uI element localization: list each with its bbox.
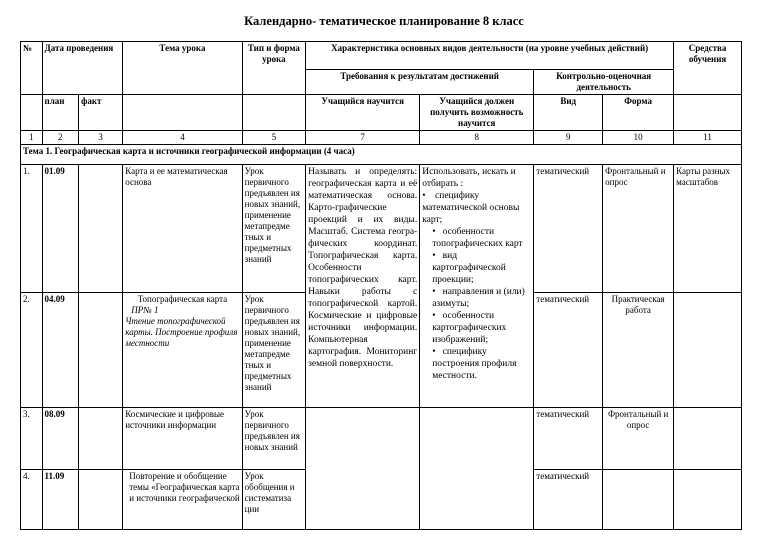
table-row <box>21 408 742 470</box>
row-date-plan: 04.09 <box>42 293 79 408</box>
practical-work-label: ПР№ 1 <box>131 305 159 315</box>
col-number: 1 <box>21 131 43 145</box>
row-means <box>674 293 742 408</box>
header-date-group: Дата проведения <box>42 42 123 95</box>
header-topic: Тема урока <box>123 42 242 95</box>
theme-title: Тема 1. Географическая карта и источники географической информации (4 часа) <box>21 145 742 165</box>
header-means: Средства обучения <box>674 42 742 95</box>
row-num: 2. <box>21 293 43 408</box>
header-requirements: Требования к результатам достижений <box>306 70 534 95</box>
header-should: Учащийся должен получить возможность научится <box>420 95 534 131</box>
table-row <box>21 165 742 293</box>
col-number: 9 <box>534 131 603 145</box>
col-number: 10 <box>603 131 674 145</box>
should-cell <box>420 165 534 408</box>
row-type: Урок обобщения и систематиза ции <box>242 470 305 530</box>
header-plan: план <box>42 95 79 131</box>
row-form: Практическая работа <box>603 293 674 408</box>
header-num: № <box>21 42 43 95</box>
should-intro: Использовать, искать и отбирать : <box>422 167 516 189</box>
row-topic-cell <box>123 293 242 408</box>
row-means <box>674 408 742 470</box>
row-means <box>674 470 742 530</box>
row-num: 1. <box>21 165 43 293</box>
row-kind: тематический <box>534 408 603 470</box>
row-date-fact <box>79 470 123 530</box>
header-activity-group: Характеристика основных видов деятельности (на уровне учебных действий) <box>306 42 674 70</box>
row-kind: тематический <box>534 165 603 293</box>
row-date-fact <box>79 408 123 470</box>
col-number: 4 <box>123 131 242 145</box>
col-number: 8 <box>420 131 534 145</box>
should-item: • особенности картографических изображений; <box>432 311 507 345</box>
col-number: 2 <box>42 131 79 145</box>
header-form: Форма <box>603 95 674 131</box>
row-date-plan: 11.09 <box>42 470 79 530</box>
row-form: Фронтальный и опрос <box>603 165 674 293</box>
col-number: 5 <box>242 131 305 145</box>
row-type: Урок первичного предъявлен ия новых знаний, применение метапредме тных и предметных знаний <box>242 165 305 293</box>
practical-work-title: Чтение топографической карты. Построение профиля местности <box>125 316 238 348</box>
should-item: • направления и (или) азимуты; <box>432 287 525 309</box>
row-type: Урок первичного предъявлен ия новых знаний <box>242 408 305 470</box>
should-item: • специфику построения профиля местности. <box>432 347 517 381</box>
header-control: Контрольно-оценочная деятельность <box>534 70 674 95</box>
planning-table <box>20 41 742 530</box>
row-date-plan: 08.09 <box>42 408 79 470</box>
page-title: Календарно- тематическое планирование 8 класс <box>244 14 524 28</box>
learns-text: Называть и определять: географическая карта и её математическая основа. Карто-графические проекций и их виды. Масштаб. Система геогра-фических координат. Топографическая карта. Особенности топографических карт. Навыки работы с топографической картой. Космические и цифровые источники информации. Компьютерная картография. Мониторинг земной поверхности. <box>308 167 418 369</box>
col-number: 3 <box>79 131 123 145</box>
col-number: 11 <box>674 131 742 145</box>
should-item: • вид картографической проекции; <box>432 251 506 285</box>
row-topic: Карта и ее математическая основа <box>123 165 242 293</box>
should-item: • специфику математической основы карт; <box>422 191 520 225</box>
header-fact: факт <box>79 95 123 131</box>
row-num: 4. <box>21 470 43 530</box>
header-learns: Учащийся научится <box>306 95 420 131</box>
col-number: 7 <box>306 131 420 145</box>
row-date-fact <box>79 293 123 408</box>
row-form <box>603 470 674 530</box>
row-topic: Топографическая карта <box>137 294 228 304</box>
row-kind: тематический <box>534 470 603 530</box>
header-kind: Вид <box>534 95 603 131</box>
row-type: Урок первичного предъявлен ия новых знаний, применение метапредме тных и предметных знаний <box>242 293 305 408</box>
row-topic: Космические и цифровые источники информации <box>123 408 242 470</box>
row-date-fact <box>79 165 123 293</box>
row-date-plan: 01.09 <box>42 165 79 293</box>
header-type: Тип и форма урока <box>242 42 305 95</box>
row-kind: тематический <box>534 293 603 408</box>
should-item: • особенности топографических карт <box>432 227 523 249</box>
table-row <box>21 470 742 530</box>
row-topic: Повторение и обобщение темы «Географическая карта и источники географической <box>123 470 242 530</box>
row-num: 3. <box>21 408 43 470</box>
row-form: Фронтальный и опрос <box>603 408 674 470</box>
row-means: Карты разных масштабов <box>674 165 742 293</box>
learns-cell <box>306 165 420 408</box>
